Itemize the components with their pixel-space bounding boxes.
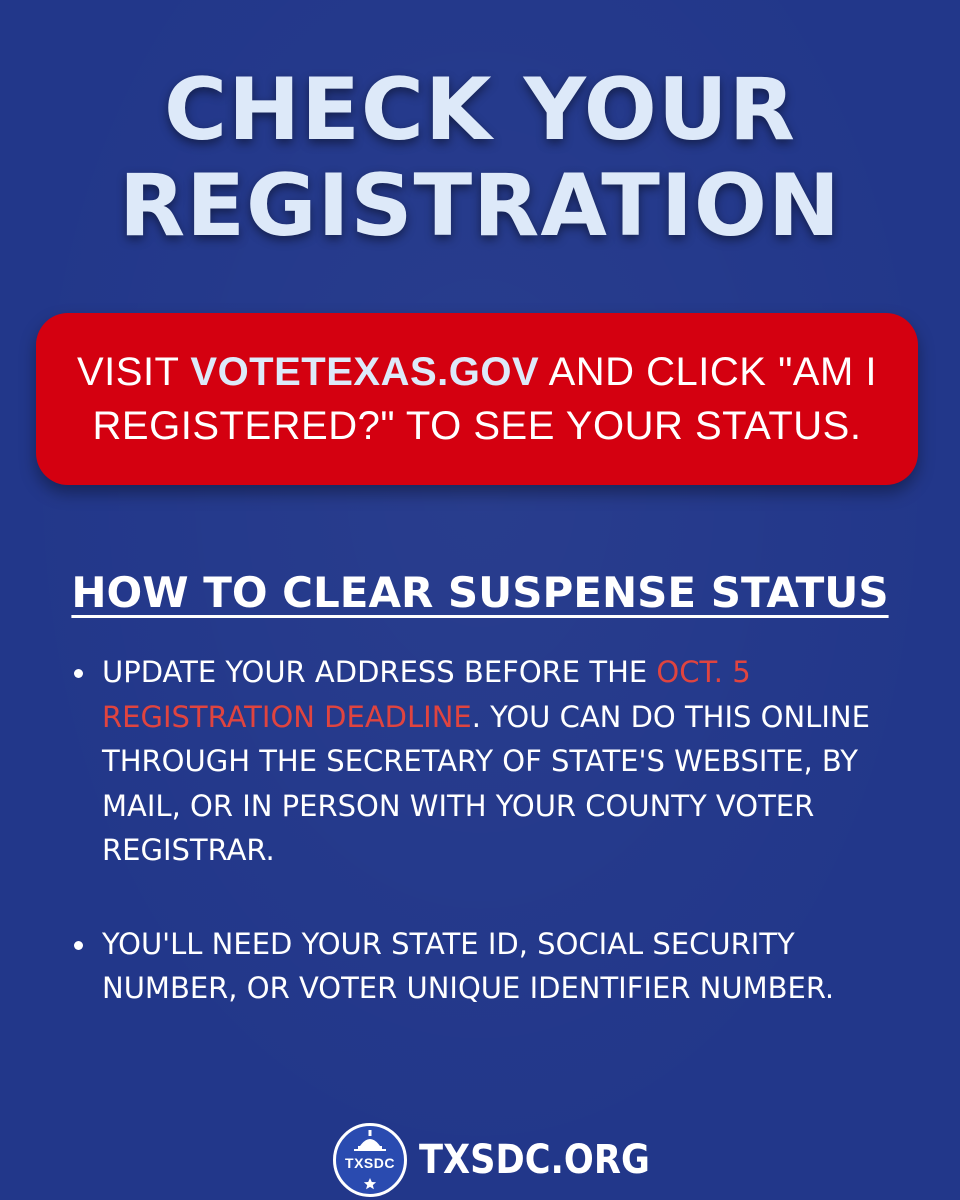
txsdc-logo	[333, 1123, 407, 1197]
instruction-banner	[36, 313, 918, 485]
bullet-2-text: YOU'LL NEED YOUR STATE ID, SOCIAL SECURITY NUMBER, OR VOTER UNIQUE IDENTIFIER NUMBER.	[102, 926, 835, 1005]
banner-text-pre: VISIT	[76, 350, 191, 394]
list-item	[102, 922, 922, 1011]
title-line-2: REGISTRATION	[118, 156, 841, 256]
banner-text-post: AND CLICK "AM I REGISTERED?" TO SEE YOUR STATUS.	[92, 350, 878, 448]
bullet-1-post: . YOU CAN DO THIS ONLINE THROUGH THE SECRETARY OF STATE'S WEBSITE, BY MAIL, OR IN PERSON WITH YOUR COUNTY VOTER REGISTRAR.	[102, 699, 870, 867]
website-link[interactable]: TXSDC.ORG	[419, 1137, 650, 1183]
page-title	[0, 62, 960, 254]
section-heading: HOW TO CLEAR SUSPENSE STATUS	[71, 568, 889, 617]
title-line-1: CHECK YOUR	[164, 60, 796, 160]
logo-text: TXSDC	[345, 1155, 395, 1171]
deadline-highlight: OCT. 5 REGISTRATION DEADLINE	[102, 655, 751, 734]
footer	[333, 1122, 681, 1198]
list-item	[102, 650, 922, 873]
instruction-list	[70, 650, 922, 1060]
votetexas-link[interactable]: VOTETEXAS.GOV	[190, 350, 540, 394]
bullet-1-pre: UPDATE YOUR ADDRESS BEFORE THE	[102, 655, 657, 689]
